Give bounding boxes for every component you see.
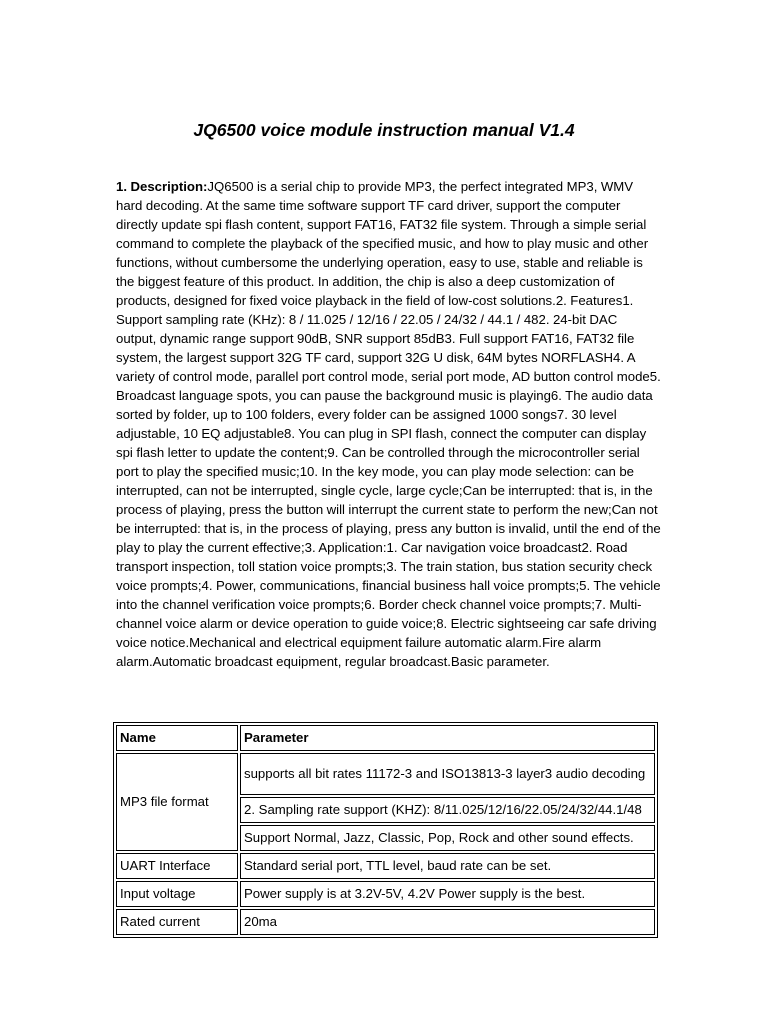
- table-header-row: [116, 725, 655, 751]
- header-name: Name: [116, 725, 238, 751]
- header-parameter: Parameter: [240, 725, 655, 751]
- description-lead: 1. Description:: [116, 179, 208, 194]
- table-row: [116, 853, 655, 879]
- table-row: [116, 753, 655, 795]
- document-title: JQ6500 voice module instruction manual V1.4: [193, 120, 575, 140]
- current-name-cell: Rated current: [116, 909, 238, 935]
- voltage-param-cell: Power supply is at 3.2V-5V, 4.2V Power supply is the best.: [240, 881, 655, 907]
- uart-name-cell: UART Interface: [116, 853, 238, 879]
- mp3-param-decoding: supports all bit rates 11172-3 and ISO13813-3 layer3 audio decoding: [240, 753, 655, 795]
- uart-param-cell: Standard serial port, TTL level, baud rate can be set.: [240, 853, 655, 879]
- voltage-name-cell: Input voltage: [116, 881, 238, 907]
- mp3-param-sound-effects: Support Normal, Jazz, Classic, Pop, Rock and other sound effects.: [240, 825, 655, 851]
- mp3-name-cell: MP3 file format: [116, 753, 238, 851]
- current-param-cell: 20ma: [240, 909, 655, 935]
- description-paragraph: [116, 177, 661, 671]
- table-row: [116, 909, 655, 935]
- table-row: [116, 881, 655, 907]
- basic-parameter-table: [113, 722, 658, 938]
- mp3-param-sampling-rate: 2. Sampling rate support (KHZ): 8/11.025/12/16/22.05/24/32/44.1/48: [240, 797, 655, 823]
- description-body: JQ6500 is a serial chip to provide MP3, the perfect integrated MP3, WMV hard decoding. At the same time software support TF card driver, support the computer directly update spi flash content, support FAT16, FAT32 file system. Through a simple serial command to complete the playback of the specified music, and how to play music and other functions, without cumbersome the underlying operation, easy to use, stable and reliable is the biggest feature of this product. In addition, the chip is also a deep customization of products, designed for fixed voice playback in the field of low-cost solutions.2. Features1. Support sampling rate (KHz): 8 / 11.025 / 12/16 / 22.05 / 24/32 / 44.1 / 482. 24-bit DAC output, dynamic range support 90dB, SNR support 85dB3. Full support FAT16, FAT32 file system, the largest support 32G TF card, support 32G U disk, 64M bytes NORFLASH4. A variety of control mode, parallel port control mode, serial port mode, AD button control mode5. Broadcast language spots, you can pause the background music is playing6. The audio data sorted by folder, up to 100 folders, every folder can be assigned 1000 songs7. 30 level adjustable, 10 EQ adjustable8. You can plug in SPI flash, connect the computer can display spi flash letter to update the content;9. Can be controlled through the microcontroller serial port to play the specified music;10. In the key mode, you can play mode selection: can be interrupted, can not be interrupted, single cycle, large cycle;Can be interrupted: that is, in the process of playing, press the button will interrupt the current state to perform the new;Can not be interrupted: that is, in the process of playing, press any button is invalid, until the end of the play to play the current effective;3. Application:1. Car navigation voice broadcast2. Road transport inspection, toll station voice prompts;3. The train station, bus station security check voice prompts;4. Power, communications, financial business hall voice prompts;5. The vehicle into the channel verification voice prompts;6. Border check channel voice prompts;7. Multi-channel voice alarm or device operation to guide voice;8. Electric sightseeing car safe driving voice notice.Mechanical and electrical equipment failure automatic alarm.Fire alarm alarm.Automatic broadcast equipment, regular broadcast.Basic parameter.: [116, 179, 661, 669]
